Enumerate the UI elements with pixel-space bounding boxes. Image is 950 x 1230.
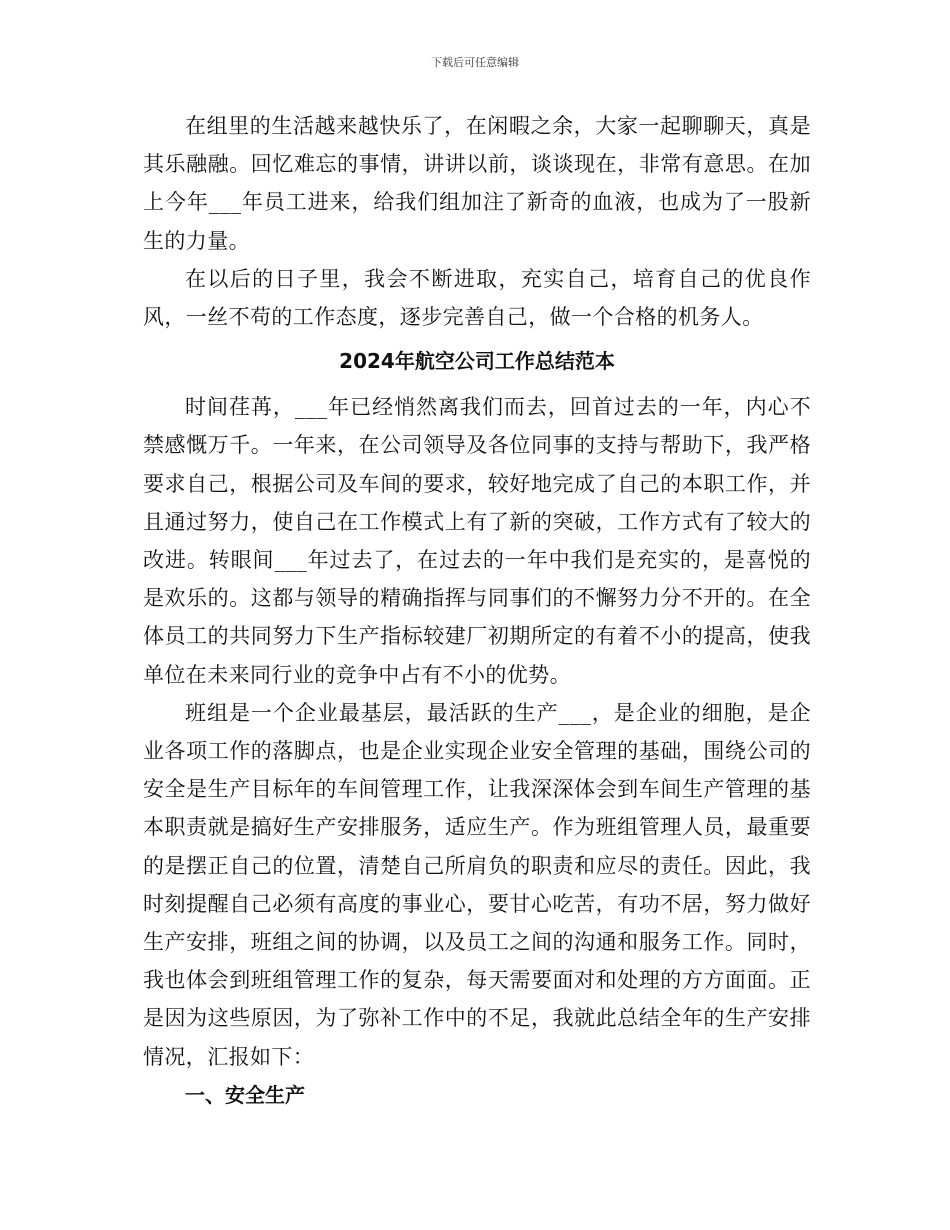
section-heading: 一、安全生产	[185, 1082, 305, 1107]
document-body	[143, 107, 811, 1114]
paragraph: 班组是一个企业最基层，最活跃的生产___，是企业的细胞，是企业各项工作的落脚点，也是企业实现企业安全管理的基础，围绕公司的安全是生产目标年的车间管理工作，让我深深体会到车间生产管理的基本职责就是搞好生产安排服务，适应生产。作为班组管理人员，最重要的是摆正自己的位置，清楚自己所肩负的职责和应尽的责任。因此，我时刻提醒自己必须有高度的事业心，要甘心吃苦，有功不居，努力做好生产安排，班组之间的协调，以及员工之间的沟通和服务工作。同时，我也体会到班组管理工作的复杂，每天需要面对和处理的方方面面。正是因为这些原因，为了弥补工作中的不足，我就此总结全年的生产安排情况，汇报如下：	[143, 700, 811, 1069]
document-title: 2024年航空公司工作总结范本	[339, 349, 615, 374]
header-note: 下载后可任意编辑	[431, 56, 519, 69]
paragraph: 在以后的日子里，我会不断进取，充实自己，培育自己的优良作风，一丝不苟的工作态度，逐步完善自己，做一个合格的机务人。	[143, 266, 811, 330]
paragraph: 时间荏苒，___年已经悄然离我们而去，回首过去的一年，内心不禁感慨万千。一年来，在公司领导及各位同事的支持与帮助下，我严格要求自己，根据公司及车间的要求，较好地完成了自己的本职工作，并且通过努力，使自己在工作模式上有了新的突破，工作方式有了较大的改进。转眼间___年过去了，在过去的一年中我们是充实的，是喜悦的是欢乐的。这都与领导的精确指挥与同事们的不懈努力分不开的。在全体员工的共同努力下生产指标较建厂初期所定的有着不小的提高，使我单位在未来同行业的竞争中占有不小的优势。	[143, 395, 811, 687]
paragraph: 在组里的生活越来越快乐了，在闲暇之余，大家一起聊聊天，真是其乐融融。回忆难忘的事情，讲讲以前，谈谈现在，非常有意思。在加上今年___年员工进来，给我们组加注了新奇的血液，也成为了一股新生的力量。	[143, 114, 811, 253]
